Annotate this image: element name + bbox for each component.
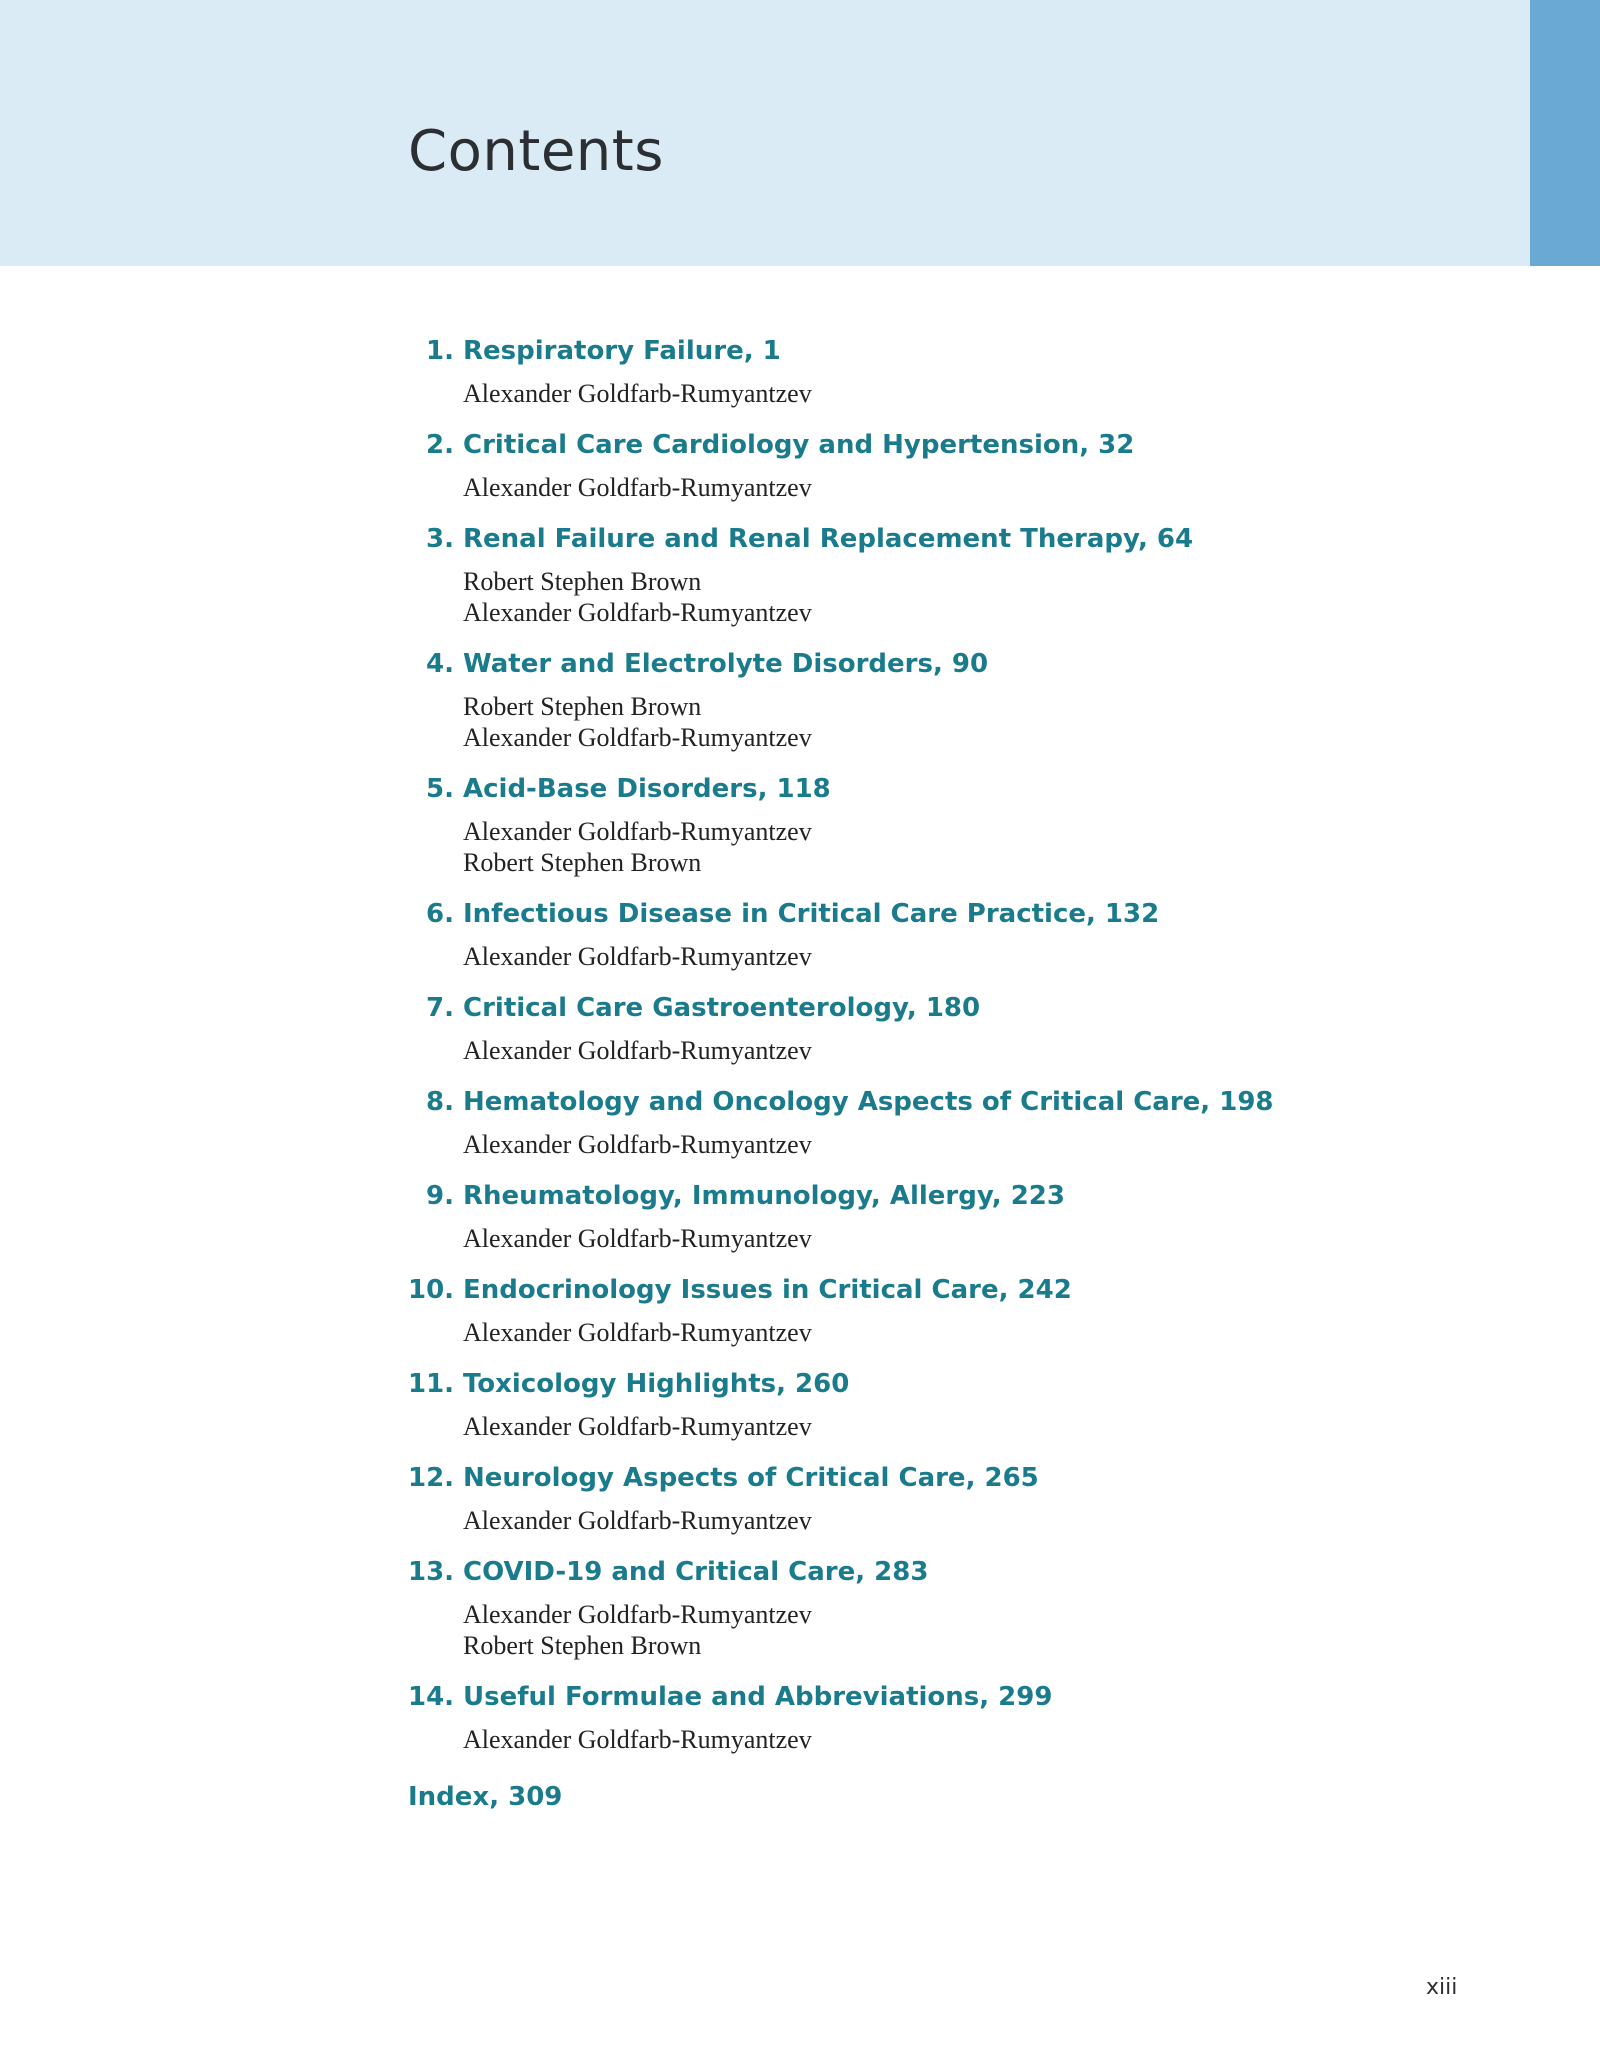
chapter-authors: [408, 1411, 1408, 1442]
index-link[interactable]: Index, 309: [408, 1782, 563, 1812]
table-of-contents: [408, 336, 1408, 1818]
toc-entry-heading[interactable]: [408, 899, 1408, 941]
author-name: Alexander Goldfarb-Rumyantzev: [463, 1130, 812, 1159]
toc-entry-heading[interactable]: [408, 1369, 1408, 1411]
chapter-title-link[interactable]: Endocrinology Issues in Critical Care, 242: [463, 1275, 1072, 1305]
toc-entry[interactable]: [408, 1369, 1408, 1442]
chapter-number: 5.: [426, 774, 454, 804]
toc-entry[interactable]: [408, 430, 1408, 503]
author-name: Alexander Goldfarb-Rumyantzev: [463, 473, 812, 502]
author-name: Alexander Goldfarb-Rumyantzev: [463, 1224, 812, 1253]
chapter-number: 13.: [408, 1557, 455, 1587]
author-name: Robert Stephen Brown: [463, 848, 702, 877]
chapter-number: 11.: [408, 1369, 455, 1399]
chapter-authors: [408, 1599, 1408, 1661]
page-number: xiii: [1426, 1975, 1458, 2000]
chapter-number: 8.: [426, 1087, 454, 1117]
toc-entry[interactable]: [408, 1181, 1408, 1254]
chapter-number: 12.: [408, 1463, 455, 1493]
toc-entry[interactable]: [408, 1682, 1408, 1755]
chapter-authors: [408, 472, 1408, 503]
chapter-number: 6.: [426, 899, 454, 929]
toc-entry-heading[interactable]: [408, 1463, 1408, 1505]
chapter-authors: [408, 1317, 1408, 1348]
toc-entry-heading[interactable]: [408, 993, 1408, 1035]
toc-entry-heading[interactable]: [408, 1181, 1408, 1223]
chapter-number: 1.: [426, 336, 454, 366]
toc-entry[interactable]: [408, 774, 1408, 878]
author-name: Alexander Goldfarb-Rumyantzev: [463, 1412, 812, 1441]
toc-entry[interactable]: [408, 899, 1408, 972]
chapter-authors: [408, 816, 1408, 878]
toc-entry-heading[interactable]: [408, 1557, 1408, 1599]
toc-entry-heading[interactable]: [408, 649, 1408, 691]
index-entry[interactable]: [408, 1776, 1408, 1818]
toc-entry[interactable]: [408, 336, 1408, 409]
chapter-authors: [408, 378, 1408, 409]
chapter-title-link[interactable]: COVID-19 and Critical Care, 283: [463, 1557, 929, 1587]
toc-entry[interactable]: [408, 1275, 1408, 1348]
author-name: Alexander Goldfarb-Rumyantzev: [463, 1036, 812, 1065]
toc-entry[interactable]: [408, 1557, 1408, 1661]
author-name: Robert Stephen Brown: [463, 567, 702, 596]
chapter-tab: [1530, 0, 1600, 266]
chapter-authors: [408, 1505, 1408, 1536]
toc-entry-heading[interactable]: [408, 336, 1408, 378]
chapter-authors: [408, 1724, 1408, 1755]
chapter-number: 14.: [408, 1682, 455, 1712]
chapter-authors: [408, 1129, 1408, 1160]
chapter-title-link[interactable]: Respiratory Failure, 1: [463, 336, 781, 366]
chapter-title-link[interactable]: Neurology Aspects of Critical Care, 265: [463, 1463, 1039, 1493]
chapter-authors: [408, 1223, 1408, 1254]
toc-entry-heading[interactable]: [408, 1682, 1408, 1724]
chapter-number: 3.: [426, 524, 454, 554]
toc-entry[interactable]: [408, 649, 1408, 753]
chapter-title-link[interactable]: Infectious Disease in Critical Care Practice, 132: [463, 899, 1160, 929]
page-title: Contents: [408, 119, 664, 184]
author-name: Alexander Goldfarb-Rumyantzev: [463, 598, 812, 627]
chapter-authors: [408, 1035, 1408, 1066]
toc-entry-heading[interactable]: [408, 774, 1408, 816]
chapter-title-link[interactable]: Acid-Base Disorders, 118: [463, 774, 831, 804]
author-name: Alexander Goldfarb-Rumyantzev: [463, 379, 812, 408]
chapter-title-link[interactable]: Critical Care Cardiology and Hypertension, 32: [463, 430, 1135, 460]
chapter-title-link[interactable]: Water and Electrolyte Disorders, 90: [463, 649, 989, 679]
chapter-title-link[interactable]: Useful Formulae and Abbreviations, 299: [463, 1682, 1053, 1712]
chapter-authors: [408, 941, 1408, 972]
author-name: Alexander Goldfarb-Rumyantzev: [463, 723, 812, 752]
toc-entry-heading[interactable]: [408, 430, 1408, 472]
chapter-number: 9.: [426, 1181, 454, 1211]
author-name: Alexander Goldfarb-Rumyantzev: [463, 817, 812, 846]
author-name: Alexander Goldfarb-Rumyantzev: [463, 1725, 812, 1754]
chapter-authors: [408, 691, 1408, 753]
author-name: Alexander Goldfarb-Rumyantzev: [463, 1600, 812, 1629]
chapter-title-link[interactable]: Hematology and Oncology Aspects of Critical Care, 198: [463, 1087, 1274, 1117]
toc-entry-heading[interactable]: [408, 1087, 1408, 1129]
chapter-number: 2.: [426, 430, 454, 460]
toc-entry-heading[interactable]: [408, 524, 1408, 566]
chapter-authors: [408, 566, 1408, 628]
toc-entry[interactable]: [408, 993, 1408, 1066]
toc-entry[interactable]: [408, 1087, 1408, 1160]
author-name: Robert Stephen Brown: [463, 1631, 702, 1660]
chapter-title-link[interactable]: Critical Care Gastroenterology, 180: [463, 993, 981, 1023]
toc-entry-heading[interactable]: [408, 1275, 1408, 1317]
chapter-number: 4.: [426, 649, 454, 679]
chapter-title-link[interactable]: Renal Failure and Renal Replacement Therapy, 64: [463, 524, 1194, 554]
author-name: Alexander Goldfarb-Rumyantzev: [463, 942, 812, 971]
author-name: Alexander Goldfarb-Rumyantzev: [463, 1318, 812, 1347]
author-name: Alexander Goldfarb-Rumyantzev: [463, 1506, 812, 1535]
chapter-title-link[interactable]: Toxicology Highlights, 260: [463, 1369, 850, 1399]
author-name: Robert Stephen Brown: [463, 692, 702, 721]
header-band: [0, 0, 1530, 266]
chapter-title-link[interactable]: Rheumatology, Immunology, Allergy, 223: [463, 1181, 1065, 1211]
chapter-number: 7.: [426, 993, 454, 1023]
toc-entry[interactable]: [408, 1463, 1408, 1536]
toc-entry[interactable]: [408, 524, 1408, 628]
chapter-number: 10.: [408, 1275, 455, 1305]
toc-entries: [408, 336, 1408, 1755]
